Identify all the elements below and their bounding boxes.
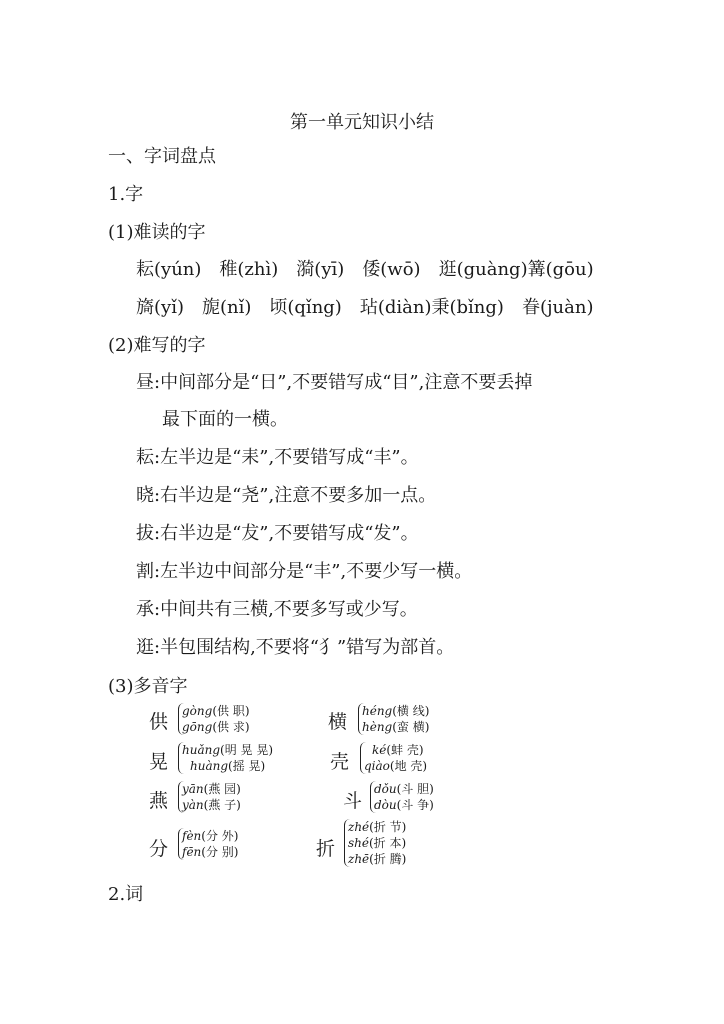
section-heading: 一、字词盘点 (108, 146, 216, 167)
hard-read-item: 玷(diàn) (359, 297, 432, 318)
reading: hèng(蛮 横) (362, 720, 430, 734)
reading: shé(折 本) (348, 836, 407, 850)
reading: gòng(供 职) (182, 704, 250, 718)
reading: héng(横 线) (362, 704, 430, 718)
polyphonic-readings (178, 828, 238, 860)
reading: fēn(分 别) (182, 845, 239, 859)
reading: ké(蚌 壳) (372, 743, 424, 757)
reading: dǒu(斗 胆) (374, 782, 434, 796)
hard-read-item: 漪(yī) (296, 259, 345, 280)
hard-write-item: 晓:右半边是“尧”,注意不要多加一点。 (136, 485, 437, 506)
hard-write-item: 拔:右半边是“犮”,不要错写成“发”。 (136, 523, 419, 544)
hard-read-item: 耘(yún) (136, 259, 202, 280)
polyphonic-char: 壳 (330, 751, 350, 773)
polyphonic-char: 横 (328, 711, 348, 733)
hard-read-row-2 (136, 297, 612, 319)
hard-write-item: 割:左半边中间部分是“丰”,不要少写一横。 (136, 561, 473, 582)
hard-read-item: 倭(wō) (362, 259, 421, 280)
hard-read-item: 稚(zhì) (219, 259, 279, 280)
subsection-ci: 2.词 (108, 884, 144, 905)
page-title: 第一单元知识小结 (290, 112, 434, 133)
hard-read-item: 旖(yǐ) (136, 297, 184, 318)
hard-write-item: 最下面的一横。 (162, 409, 288, 430)
hard-read-heading: (1)难读的字 (108, 222, 206, 243)
hard-write-heading: (2)难写的字 (108, 335, 206, 356)
reading: zhé(折 节) (348, 820, 407, 834)
polyphonic-heading: (3)多音字 (108, 676, 188, 697)
polyphonic-char: 燕 (149, 790, 169, 812)
polyphonic-readings (358, 703, 429, 735)
polyphonic-char: 分 (149, 838, 169, 860)
reading: zhē(折 腾) (348, 852, 407, 866)
polyphonic-readings (370, 781, 434, 813)
reading: huǎng(明 晃 晃) (182, 743, 274, 757)
hard-write-item: 承:中间共有三横,不要多写或少写。 (136, 599, 418, 620)
hard-write-item: 昼:中间部分是“日”,不要错写成“目”,注意不要丢掉 (136, 372, 533, 393)
reading: qiào(地 壳) (364, 759, 428, 773)
hard-write-item: 逛:半包围结构,不要将“犭”错写为部首。 (136, 637, 455, 658)
polyphonic-readings (178, 781, 241, 813)
polyphonic-readings (178, 703, 250, 735)
polyphonic-char: 供 (149, 711, 169, 733)
reading: dòu(斗 争) (374, 798, 434, 812)
polyphonic-char: 折 (316, 838, 336, 860)
hard-read-item: 顷(qǐng) (269, 297, 342, 318)
polyphonic-readings (178, 742, 273, 774)
polyphonic-readings (360, 742, 427, 774)
hard-read-row-1 (136, 259, 612, 281)
reading: yān(燕 园) (182, 782, 241, 796)
hard-read-item: 逛(guàng) (438, 259, 528, 280)
hard-read-item: 篝(gōu) (527, 259, 594, 280)
polyphonic-char: 斗 (343, 790, 363, 812)
polyphonic-char: 晃 (149, 751, 169, 773)
hard-read-item: 旎(nǐ) (201, 297, 252, 318)
reading: fèn(分 外) (182, 829, 239, 843)
hard-read-item: 秉(bǐng) (431, 297, 504, 318)
subsection-zi: 1.字 (108, 184, 144, 205)
reading: yàn(燕 子) (182, 798, 241, 812)
reading: huàng(摇 晃) (190, 759, 266, 773)
hard-read-item: 眷(juàn) (521, 297, 594, 318)
hard-write-item: 耘:左半边是“耒”,不要错写成“丰”。 (136, 447, 419, 468)
reading: gōng(供 求) (182, 720, 250, 734)
polyphonic-readings (344, 819, 406, 867)
